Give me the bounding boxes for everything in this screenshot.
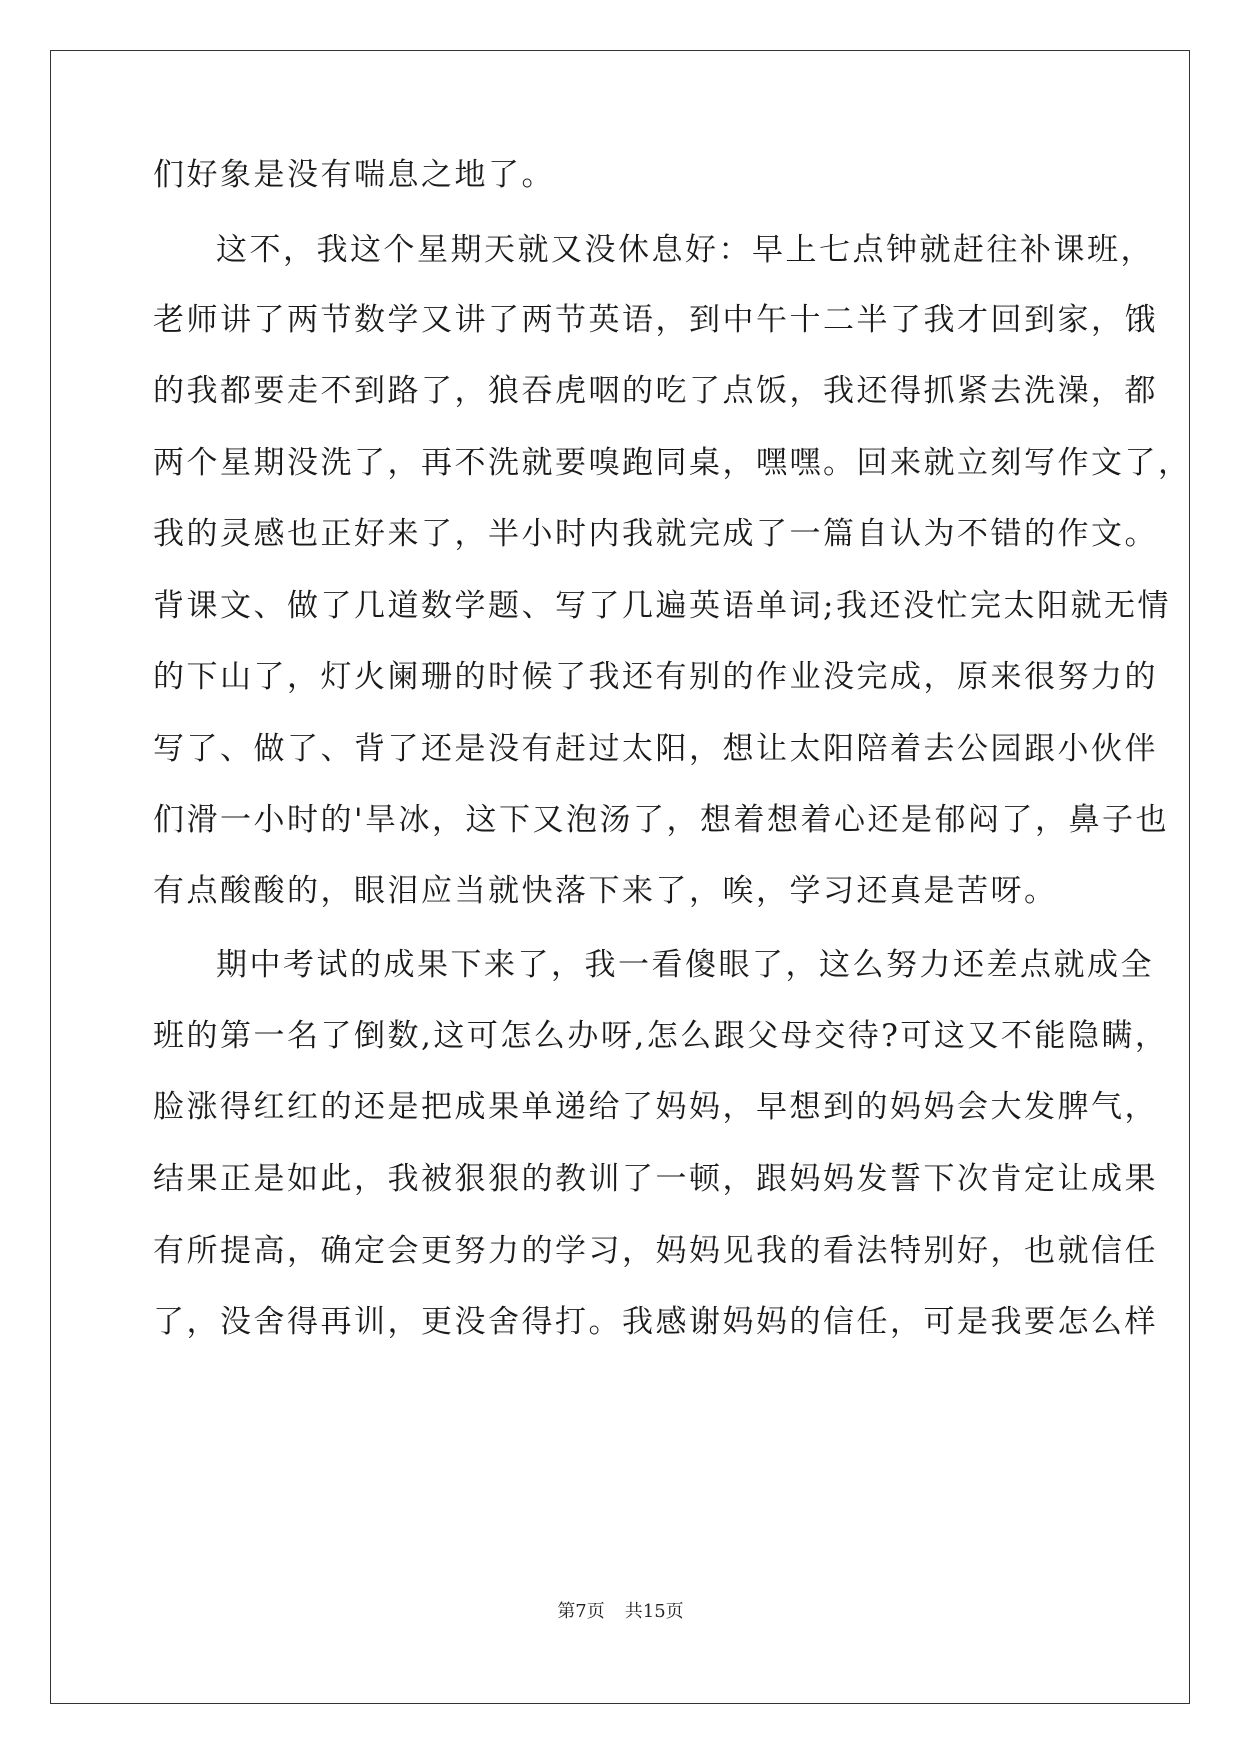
text-line: 脸涨得红红的还是把成果单递给了妈妈，早想到的妈妈会大发脾气， [153,1089,1158,1125]
text-line: 老师讲了两节数学又讲了两节英语，到中午十二半了我才回到家，饿 [153,302,1158,338]
text-line: 们滑一小时的'旱冰，这下又泡汤了，想着想着心还是郁闷了，鼻子也 [153,802,1170,838]
page-number: 第7页 [557,1601,605,1622]
text-line: 们好象是没有喘息之地了。 [153,157,555,193]
paragraph-start-line: 这不，我这个星期天就又没休息好：早上七点钟就赶往补课班， [216,232,1154,268]
text-line: 的下山了，灯火阑珊的时候了我还有别的作业没完成，原来很努力的 [153,659,1158,695]
text-line: 了，没舍得再训，更没舍得打。我感谢妈妈的信任，可是我要怎么样 [153,1304,1158,1340]
text-line: 有点酸酸的，眼泪应当就快落下来了，唉，学习还真是苦呀。 [153,873,1058,909]
text-line: 班的第一名了倒数,这可怎么办呀,怎么跟父母交待?可这又不能隐瞒， [153,1018,1169,1054]
text-line: 写了、做了、背了还是没有赶过太阳，想让太阳陪着去公园跟小伙伴 [153,731,1158,767]
paragraph-start-line: 期中考试的成果下来了，我一看傻眼了，这么努力还差点就成全 [216,947,1154,983]
text-line: 我的灵感也正好来了，半小时内我就完成了一篇自认为不错的作文。 [153,516,1158,552]
text-line: 结果正是如此，我被狠狠的教训了一顿，跟妈妈发誓下次肯定让成果 [153,1161,1158,1197]
text-line: 背课文、做了几道数学题、写了几遍英语单词;我还没忙完太阳就无情 [153,588,1171,624]
page-footer [0,1600,1241,1624]
total-pages: 共15页 [624,1601,684,1622]
text-line: 两个星期没洗了，再不洗就要嗅跑同桌，嘿嘿。回来就立刻写作文了， [153,445,1192,481]
text-line: 有所提高，确定会更努力的学习，妈妈见我的看法特别好，也就信任 [153,1233,1158,1269]
text-line: 的我都要走不到路了，狼吞虎咽的吃了点饭，我还得抓紧去洗澡，都 [153,373,1158,409]
